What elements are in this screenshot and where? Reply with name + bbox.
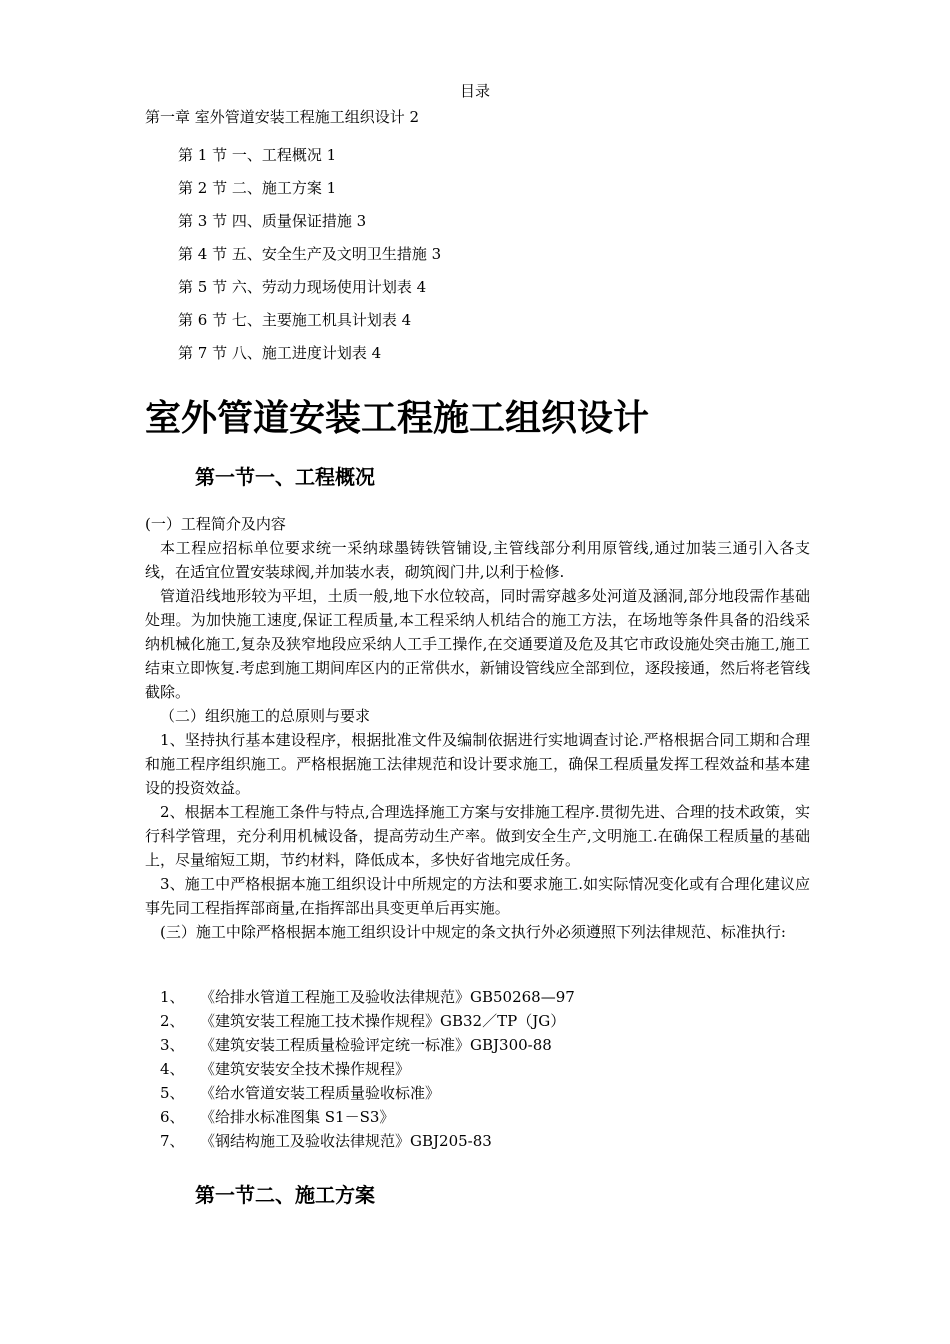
reference-text: 《给排水管道工程施工及验收法律规范》GB50268—97 — [200, 988, 575, 1006]
toc-list — [178, 139, 441, 370]
reference-text: 《建筑安装工程质量检验评定统一标准》GBJ300-88 — [200, 1036, 552, 1054]
document-title: 室外管道安装工程施工组织设计 — [145, 398, 650, 439]
reference-text: 《给排水标准图集 S1－S3》 — [200, 1108, 395, 1126]
reference-number: 1、 — [160, 988, 185, 1006]
reference-item — [160, 1105, 575, 1129]
toc-item[interactable]: 第 4 节 五、安全生产及文明卫生措施 3 — [178, 245, 442, 263]
reference-number: 4、 — [160, 1060, 185, 1078]
reference-text: 《建筑安装工程施工技术操作规程》GB32／TP（JG） — [200, 1012, 566, 1030]
reference-number: 5、 — [160, 1084, 185, 1102]
reference-text: 《钢结构施工及验收法律规范》GBJ205-83 — [200, 1132, 492, 1150]
toc-item[interactable]: 第 3 节 四、质量保证措施 3 — [178, 212, 367, 230]
paragraph: 3、施工中严格根据本施工组织设计中所规定的方法和要求施工.如实际情况变化或有合理化建议应事先同工程指挥部商量,在指挥部出具变更单后再实施。 — [145, 875, 810, 917]
reference-number: 3、 — [160, 1036, 185, 1054]
toc-title: 目录 — [459, 82, 490, 100]
reference-number: 2、 — [160, 1012, 185, 1030]
toc-item[interactable]: 第 1 节 一、工程概况 1 — [178, 146, 337, 164]
subheading: (一）工程简介及内容 — [145, 515, 286, 533]
toc-item[interactable]: 第 2 节 二、施工方案 1 — [178, 179, 337, 197]
reference-text: 《建筑安装安全技术操作规程》 — [200, 1060, 411, 1078]
toc-item[interactable]: 第 6 节 七、主要施工机具计划表 4 — [178, 311, 412, 329]
toc-chapter-link[interactable]: 第一章 室外管道安装工程施工组织设计 2 — [145, 108, 420, 126]
section-heading-plan: 第一节二、施工方案 — [195, 1183, 375, 1207]
reference-number: 6、 — [160, 1108, 185, 1126]
reference-item — [160, 1057, 575, 1081]
reference-text: 《给水管道安装工程质量验收标准》 — [200, 1084, 441, 1102]
body-text — [145, 512, 810, 944]
paragraph: 管道沿线地形较为平坦，土质一般,地下水位较高，同时需穿越多处河道及涵洞,部分地段需作基础处理。为加快施工速度,保证工程质量,本工程采纳人机结合的施工方法，在场地等条件具备的沿线采纳机械化施工,复杂及狭窄地段应采纳人工手工操作,在交通要道及危及其它市政设施处突击施工,施工结束立即恢复.考虑到施工期间库区内的正常供水，新铺设管线应全部到位，逐段接通，然后将老管线截除。 — [145, 587, 810, 701]
reference-item — [160, 1033, 575, 1057]
subheading: （二）组织施工的总原则与要求 — [160, 707, 371, 725]
paragraph: (三）施工中除严格根据本施工组织设计中规定的条文执行外必须遵照下列法律规范、标准执行: — [160, 923, 786, 941]
toc-item[interactable]: 第 5 节 六、劳动力现场使用计划表 4 — [178, 278, 427, 296]
reference-item — [160, 1009, 575, 1033]
reference-item — [160, 1129, 575, 1153]
paragraph: 1、坚持执行基本建设程序，根据批准文件及编制依据进行实地调查讨论.严格根据合同工期和合理和施工程序组织施工。严格根据施工法律规范和设计要求施工，确保工程质量发挥工程效益和基本建设的投资效益。 — [145, 731, 810, 797]
reference-number: 7、 — [160, 1132, 185, 1150]
toc-item[interactable]: 第 7 节 八、施工进度计划表 4 — [178, 344, 382, 362]
reference-item — [160, 1081, 575, 1105]
reference-item — [160, 985, 575, 1009]
section-heading-overview: 第一节一、工程概况 — [195, 465, 375, 489]
paragraph: 本工程应招标单位要求统一采纳球墨铸铁管铺设,主管线部分利用原管线,通过加装三通引入各支线，在适宜位置安装球阀,并加装水表，砌筑阀门井,以利于检修. — [145, 539, 810, 581]
paragraph: 2、根据本工程施工条件与特点,合理选择施工方案与安排施工程序.贯彻先进、合理的技术政策，实行科学管理，充分利用机械设备，提高劳动生产率。做到安全生产,文明施工.在确保工程质量的基础上，尽量缩短工期，节约材料，降低成本，多快好省地完成任务。 — [145, 803, 810, 869]
reference-list — [160, 985, 575, 1153]
